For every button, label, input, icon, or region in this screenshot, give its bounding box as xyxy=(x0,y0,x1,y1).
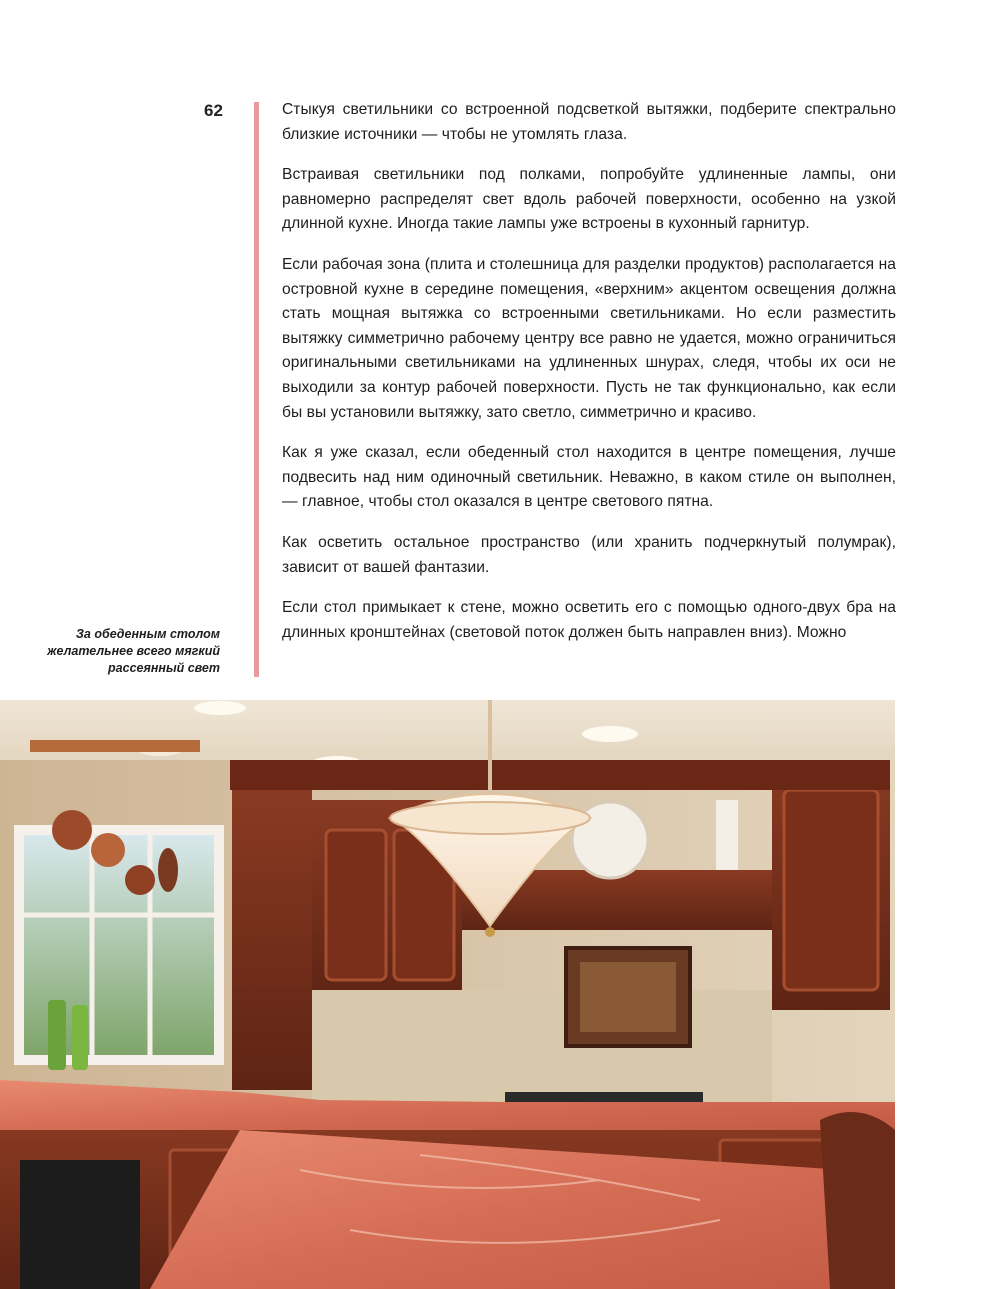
paragraph-2: Встраивая светильники под полками, попробуйте удлиненные лампы, они равномерно распределят свет вдоль рабочей поверхности, особенно на узкой длинной кухне. Иногда такие лампы уже встроены в кухонный гарнитур. xyxy=(282,166,896,233)
paragraph-4: Как я уже сказал, если обеденный стол находится в центре помещения, лучше подвесить над ним одиночный светильник. Неважно, в каком стиле он выполнен, — главное, чтобы стол оказался в центре светового пятна. xyxy=(282,444,896,511)
body-text xyxy=(282,98,896,661)
paragraph-3: Если рабочая зона (плита и столешница для разделки продуктов) располагается на островной кухне в середине помещения, «верхним» акцентом освещения должна стать мощная вытяжка со встроенными светильниками. Но если разместить вытяжку симметрично рабочему центру все равно не удается, можно ограничиться оригинальными светильниками на удлиненных шнурах, следя, чтобы их оси не выходили за контур рабочей поверхности. Пусть не так функционально, как если бы вы установили вытяжку, зато светло, симметрично и красиво. xyxy=(282,255,896,421)
photo-caption: За обеденным столом желательнее всего мягкий рассеянный свет xyxy=(47,627,220,675)
margin-rule xyxy=(254,102,259,677)
kitchen-photo xyxy=(0,700,895,1289)
paragraph-5: Как осветить остальное пространство (или хранить подчеркнутый полумрак), зависит от вашей фантазии. xyxy=(282,533,896,576)
page-number: 62 xyxy=(204,101,223,120)
paragraph-1: Стыкуя светильники со встроенной подсветкой вытяжки, подберите спектрально близкие источники — чтобы не утомлять глаза. xyxy=(282,101,896,143)
paragraph-6: Если стол примыкает к стене, можно осветить его с помощью одного-двух бра на длинных кронштейнах (световой поток должен быть направлен вниз). Можно xyxy=(282,599,896,641)
